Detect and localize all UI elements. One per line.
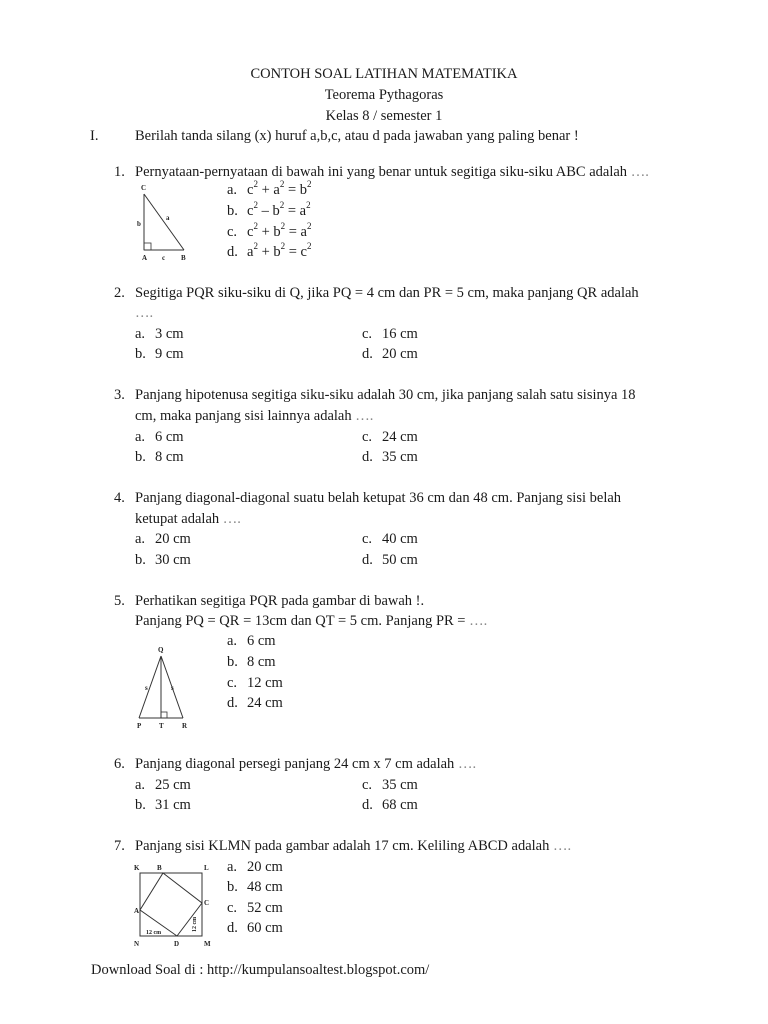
section-instruction: Berilah tanda silang (x) huruf a,b,c, atau d pada jawaban yang paling benar ! bbox=[135, 128, 579, 144]
svg-text:c: c bbox=[162, 254, 166, 262]
option-d[interactable]: d. 35 cm bbox=[362, 449, 418, 465]
question-text: Panjang sisi KLMN pada gambar adalah 17 cm. Keliling ABCD adalah …. bbox=[135, 838, 572, 854]
option-a[interactable]: a. 20 cm bbox=[135, 531, 191, 547]
option-d[interactable]: d. 24 cm bbox=[227, 695, 283, 711]
question-number: 3. bbox=[114, 387, 125, 403]
option-a[interactable]: a. $c^2 + a^2 = b^2$ bbox=[227, 179, 312, 198]
question-text-line-2: cm, maka panjang sisi lainnya adalah …. bbox=[135, 408, 374, 424]
option-b[interactable]: b. 30 cm bbox=[135, 552, 191, 568]
svg-text:s: s bbox=[171, 684, 174, 692]
question-text-line-1: Panjang diagonal-diagonal suatu belah ketupat 36 cm dan 48 cm. Panjang sisi belah bbox=[135, 490, 622, 506]
option-d[interactable]: d. 20 cm bbox=[362, 346, 418, 362]
svg-text:R: R bbox=[182, 722, 188, 730]
question-number: 1. bbox=[114, 164, 125, 180]
question-text-line-1: Perhatikan segitiga PQR pada gambar di bawah !. bbox=[135, 593, 425, 609]
class-info: Kelas 8 / semester 1 bbox=[325, 108, 443, 124]
question-number: 2. bbox=[114, 285, 125, 301]
section-number: I. bbox=[90, 128, 99, 144]
option-a[interactable]: a. 6 cm bbox=[227, 633, 276, 649]
svg-text:P: P bbox=[137, 722, 142, 730]
question-number: 6. bbox=[114, 756, 125, 772]
option-c[interactable]: c. $c^2 + b^2 = a^2$ bbox=[227, 221, 312, 240]
option-b[interactable]: b. 48 cm bbox=[227, 879, 283, 895]
svg-text:b: b bbox=[137, 220, 141, 228]
svg-text:A: A bbox=[134, 907, 140, 915]
svg-text:N: N bbox=[134, 940, 140, 948]
option-d[interactable]: d. 50 cm bbox=[362, 552, 418, 568]
right-triangle-abc-figure bbox=[136, 182, 198, 262]
question-text: Pernyataan-pernyataan di bawah ini yang benar untuk segitiga siku-siku ABC adalah …. bbox=[135, 164, 649, 180]
svg-text:B: B bbox=[181, 254, 186, 262]
svg-text:a: a bbox=[166, 214, 170, 222]
question-number: 4. bbox=[114, 490, 125, 506]
option-c[interactable]: c. 40 cm bbox=[362, 531, 418, 547]
svg-text:Q: Q bbox=[158, 646, 164, 654]
question-ellipsis: …. bbox=[135, 305, 154, 321]
svg-text:12 cm: 12 cm bbox=[192, 916, 198, 932]
svg-text:T: T bbox=[159, 722, 164, 730]
option-d[interactable]: d. $a^2 + b^2 = c^2$ bbox=[227, 241, 312, 260]
option-b[interactable]: b. 31 cm bbox=[135, 797, 191, 813]
svg-text:s: s bbox=[145, 684, 148, 692]
isosceles-triangle-pqr-figure bbox=[134, 644, 204, 734]
svg-text:C: C bbox=[204, 899, 210, 907]
option-b[interactable]: b. 8 cm bbox=[227, 654, 276, 670]
option-b[interactable]: b. 8 cm bbox=[135, 449, 184, 465]
option-c[interactable]: c. 12 cm bbox=[227, 675, 283, 691]
document-title: CONTOH SOAL LATIHAN MATEMATIKA bbox=[250, 66, 518, 82]
svg-text:D: D bbox=[174, 940, 180, 948]
option-a[interactable]: a. 3 cm bbox=[135, 326, 184, 342]
question-text-line-2: Panjang PQ = QR = 13cm dan QT = 5 cm. Panjang PR = …. bbox=[135, 613, 488, 629]
option-c[interactable]: c. 24 cm bbox=[362, 429, 418, 445]
option-d[interactable]: d. 60 cm bbox=[227, 920, 283, 936]
question-text: Segitiga PQR siku-siku di Q, jika PQ = 4 cm dan PR = 5 cm, maka panjang QR adalah bbox=[135, 285, 639, 301]
svg-text:L: L bbox=[204, 864, 209, 872]
svg-text:M: M bbox=[204, 940, 211, 948]
question-text: Panjang diagonal persegi panjang 24 cm x 7 cm adalah …. bbox=[135, 756, 477, 772]
option-c[interactable]: c. 35 cm bbox=[362, 777, 418, 793]
option-c[interactable]: c. 52 cm bbox=[227, 900, 283, 916]
option-b[interactable]: b. $c^2 - b^2 = a^2$ bbox=[227, 200, 311, 219]
option-c[interactable]: c. 16 cm bbox=[362, 326, 418, 342]
svg-text:K: K bbox=[134, 864, 140, 872]
footer-download-link[interactable]: Download Soal di : http://kumpulansoaltest.blogspot.com/ bbox=[91, 962, 430, 978]
option-a[interactable]: a. 20 cm bbox=[227, 859, 283, 875]
option-a[interactable]: a. 25 cm bbox=[135, 777, 191, 793]
option-d[interactable]: d. 68 cm bbox=[362, 797, 418, 813]
svg-text:B: B bbox=[157, 864, 162, 872]
question-number: 7. bbox=[114, 838, 125, 854]
document-subtitle: Teorema Pythagoras bbox=[324, 87, 444, 103]
question-text-line-2: ketupat adalah …. bbox=[135, 511, 241, 527]
question-text-line-1: Panjang hipotenusa segitiga siku-siku adalah 30 cm, jika panjang salah satu sisinya 18 bbox=[135, 387, 636, 403]
svg-text:C: C bbox=[141, 184, 147, 192]
question-number: 5. bbox=[114, 593, 125, 609]
square-klmn-abcd-figure bbox=[134, 862, 214, 948]
svg-text:12 cm: 12 cm bbox=[146, 930, 162, 936]
svg-text:A: A bbox=[142, 254, 148, 262]
option-a[interactable]: a. 6 cm bbox=[135, 429, 184, 445]
option-b[interactable]: b. 9 cm bbox=[135, 346, 184, 362]
